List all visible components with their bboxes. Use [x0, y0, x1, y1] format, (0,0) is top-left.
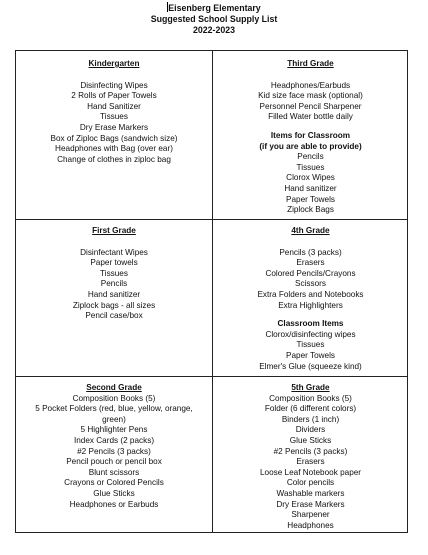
- list-item: Blunt scissors: [88, 467, 140, 477]
- list-item: Tissues: [296, 340, 325, 350]
- list-item: #2 Pencils (3 packs): [77, 446, 151, 456]
- list-item: Tissues: [296, 162, 325, 172]
- list-item: Dry Erase Markers: [276, 499, 345, 509]
- list-item: Hand Sanitizer: [87, 101, 141, 111]
- list-item: Tissues: [100, 268, 128, 278]
- fifth-grade-cell: [213, 383, 408, 531]
- list-item: Headphones/Earbuds: [270, 80, 351, 90]
- list-item: Binders (1 inch): [281, 414, 340, 424]
- list-item: Glue Sticks: [93, 488, 135, 498]
- list-item: Change of clothes in ziploc bag: [57, 154, 171, 164]
- third-grade-cell: [213, 59, 408, 216]
- list-item: Pencils (3 packs): [279, 247, 342, 257]
- kindergarten-cell: [16, 59, 212, 165]
- list-item: 5 Highlighter Pens: [80, 425, 148, 435]
- classroom-heading: Classroom Items: [277, 319, 344, 329]
- list-item: Composition Books (5): [72, 393, 156, 403]
- list-item: Pencil pouch or pencil box: [66, 457, 162, 467]
- list-item: Crayons or Colored Pencils: [64, 478, 164, 488]
- list-item: Dividers: [295, 425, 326, 435]
- classroom-heading: Items for Classroom: [270, 130, 351, 140]
- supply-table: [15, 50, 408, 533]
- list-item: Pencils: [100, 279, 128, 289]
- first-grade-cell: [16, 226, 212, 322]
- list-item: Disinfectant Wipes: [80, 247, 148, 257]
- list-item: Kid size face mask (optional): [258, 91, 363, 101]
- list-item: Box of Ziploc Bags (sandwich size): [50, 133, 178, 143]
- list-item: Loose Leaf Notebook paper: [259, 467, 362, 477]
- list-item: Paper Towels: [286, 194, 335, 204]
- list-item: Sharpener: [291, 510, 330, 520]
- list-item: Filled Water bottle daily: [268, 112, 353, 122]
- list-item: Erasers: [296, 457, 325, 467]
- list-item: Scissors: [295, 279, 326, 289]
- list-item: 5 Pocket Folders (red, blue, yellow, orange,: [35, 404, 193, 414]
- list-item: Dry Erase Markers: [79, 122, 149, 132]
- list-item: 2 Rolls of Paper Towels: [71, 91, 157, 101]
- list-item: Glue Sticks: [289, 435, 332, 445]
- list-item: Index Cards (2 packs): [73, 435, 155, 445]
- list-item: Extra Highlighters: [278, 300, 343, 310]
- list-item: Washable markers: [276, 488, 345, 498]
- list-item: Pencils: [297, 152, 324, 162]
- list-item: Ziplock Bags: [287, 205, 334, 215]
- third-grade-title: Third Grade: [287, 59, 334, 68]
- list-item: Hand sanitizer: [87, 289, 141, 299]
- fifth-grade-title: 5th Grade: [291, 383, 330, 392]
- list-item: Tissues: [100, 112, 128, 122]
- list-item: Clorox/disinfecting wipes: [265, 329, 356, 339]
- list-item: Hand sanitizer: [284, 183, 337, 193]
- row-divider-1: [16, 219, 407, 220]
- list-item: Folder (6 different colors): [264, 404, 357, 414]
- list-item: Headphones: [287, 520, 334, 530]
- list-item: #2 Pencils (3 packs): [273, 446, 348, 456]
- school-year: 2022-2023: [192, 25, 236, 35]
- list-item: Paper towels: [90, 258, 138, 268]
- document-header: [0, 2, 428, 36]
- list-item: Paper Towels: [286, 350, 335, 360]
- school-name: Eisenberg Elementary: [168, 3, 261, 13]
- first-grade-title: First Grade: [92, 226, 136, 235]
- second-grade-cell: [16, 383, 212, 510]
- list-item: Disinfecting Wipes: [80, 80, 148, 90]
- second-grade-title: Second Grade: [86, 383, 142, 392]
- fourth-grade-cell: [213, 226, 408, 372]
- kindergarten-title: Kindergarten: [88, 59, 140, 68]
- list-item: Pencil case/box: [85, 311, 143, 321]
- list-item: Colored Pencils/Crayons: [265, 268, 356, 278]
- list-item: Erasers: [296, 258, 325, 268]
- list-item: Ziplock bags - all sizes: [72, 300, 156, 310]
- row-divider-2: [16, 376, 407, 377]
- list-item: green): [102, 414, 126, 424]
- fourth-grade-title: 4th Grade: [291, 226, 330, 235]
- list-item: Clorox Wipes: [286, 173, 335, 183]
- list-item: Composition Books (5): [269, 393, 352, 403]
- list-item: Personnel Pencil Sharpener: [259, 101, 362, 111]
- list-item: Elmer's Glue (squeeze kind): [259, 361, 362, 371]
- list-item: Headphones or Earbuds: [69, 499, 159, 509]
- classroom-subheading: (if you are able to provide): [259, 141, 362, 151]
- list-item: Headphones with Bag (over ear): [55, 144, 173, 154]
- list-item: Color pencils: [286, 478, 335, 488]
- list-item: Extra Folders and Notebooks: [257, 289, 364, 299]
- list-title: Suggested School Supply List: [150, 14, 278, 24]
